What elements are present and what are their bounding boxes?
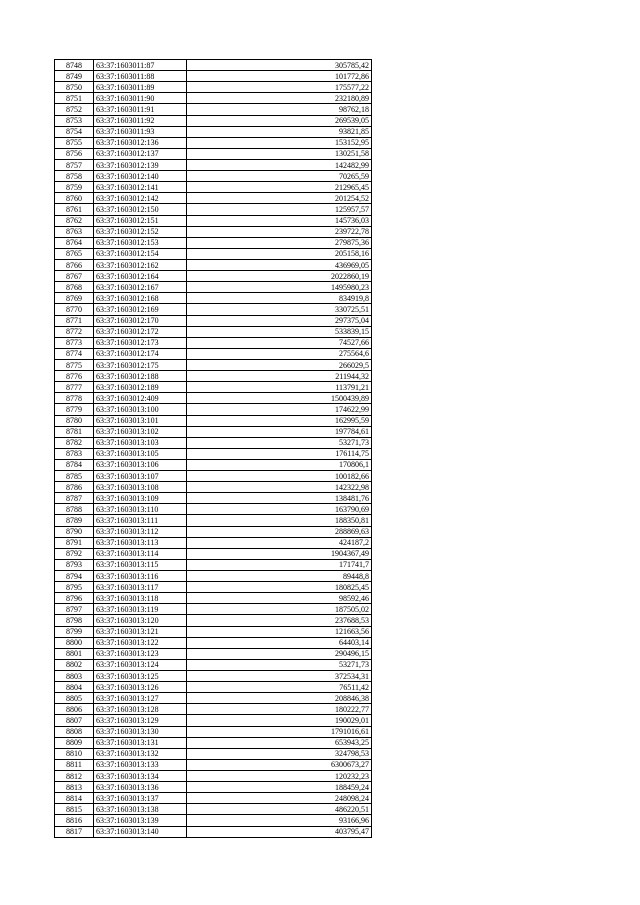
table-row [55, 648, 372, 659]
table-row [55, 393, 372, 404]
cadastral-value-cell: 153152,95 [187, 137, 372, 148]
cadastral-number-cell: 63:37:1603013:124 [94, 659, 187, 670]
cadastral-value-cell: 74527,66 [187, 337, 372, 348]
cadastral-value-cell: 1791016,61 [187, 726, 372, 737]
cadastral-number-cell: 63:37:1603013:103 [94, 437, 187, 448]
cadastral-number-cell: 63:37:1603012:153 [94, 237, 187, 248]
row-number-cell: 8794 [55, 571, 94, 582]
table-row [55, 326, 372, 337]
cadastral-number-cell: 63:37:1603012:141 [94, 182, 187, 193]
row-number-cell: 8800 [55, 637, 94, 648]
row-number-cell: 8784 [55, 459, 94, 470]
cadastral-value-cell: 101772,86 [187, 71, 372, 82]
cadastral-number-cell: 63:37:1603012:140 [94, 171, 187, 182]
row-number-cell: 8752 [55, 104, 94, 115]
table-row [55, 126, 372, 137]
table-row [55, 382, 372, 393]
cadastral-number-cell: 63:37:1603012:170 [94, 315, 187, 326]
table-row [55, 426, 372, 437]
table-body [55, 60, 372, 838]
table-row [55, 448, 372, 459]
cadastral-number-cell: 63:37:1603012:172 [94, 326, 187, 337]
table-row [55, 615, 372, 626]
cadastral-value-cell: 201254,52 [187, 193, 372, 204]
cadastral-number-cell: 63:37:1603012:164 [94, 271, 187, 282]
row-number-cell: 8750 [55, 82, 94, 93]
cadastral-number-cell: 63:37:1603012:175 [94, 359, 187, 370]
cadastral-value-cell: 93166,96 [187, 815, 372, 826]
row-number-cell: 8797 [55, 604, 94, 615]
cadastral-number-cell: 63:37:1603013:133 [94, 759, 187, 770]
row-number-cell: 8779 [55, 404, 94, 415]
table-row [55, 60, 372, 71]
cadastral-number-cell: 63:37:1603012:189 [94, 382, 187, 393]
table-row [55, 726, 372, 737]
cadastral-number-cell: 63:37:1603013:139 [94, 815, 187, 826]
cadastral-number-cell: 63:37:1603013:126 [94, 682, 187, 693]
row-number-cell: 8814 [55, 793, 94, 804]
table-row [55, 337, 372, 348]
row-number-cell: 8806 [55, 704, 94, 715]
cadastral-number-cell: 63:37:1603012:154 [94, 248, 187, 259]
row-number-cell: 8765 [55, 248, 94, 259]
row-number-cell: 8749 [55, 71, 94, 82]
row-number-cell: 8761 [55, 204, 94, 215]
cadastral-value-cell: 176114,75 [187, 448, 372, 459]
table-row [55, 582, 372, 593]
row-number-cell: 8811 [55, 759, 94, 770]
cadastral-value-cell: 279875,36 [187, 237, 372, 248]
row-number-cell: 8754 [55, 126, 94, 137]
cadastral-number-cell: 63:37:1603013:101 [94, 415, 187, 426]
table-row [55, 137, 372, 148]
table-row [55, 404, 372, 415]
table-row [55, 359, 372, 370]
cadastral-number-cell: 63:37:1603013:112 [94, 526, 187, 537]
table-row [55, 526, 372, 537]
cadastral-value-cell: 288869,63 [187, 526, 372, 537]
cadastral-number-cell: 63:37:1603013:110 [94, 504, 187, 515]
cadastral-value-cell: 138481,76 [187, 493, 372, 504]
row-number-cell: 8801 [55, 648, 94, 659]
cadastral-value-cell: 170806,1 [187, 459, 372, 470]
cadastral-number-cell: 63:37:1603012:409 [94, 393, 187, 404]
row-number-cell: 8796 [55, 593, 94, 604]
row-number-cell: 8767 [55, 271, 94, 282]
table-row [55, 93, 372, 104]
table-row [55, 715, 372, 726]
cadastral-number-cell: 63:37:1603012:150 [94, 204, 187, 215]
table-row [55, 193, 372, 204]
cadastral-number-cell: 63:37:1603012:152 [94, 226, 187, 237]
table-row [55, 693, 372, 704]
table-row [55, 759, 372, 770]
cadastral-number-cell: 63:37:1603013:102 [94, 426, 187, 437]
cadastral-number-cell: 63:37:1603012:174 [94, 348, 187, 359]
cadastral-value-cell: 6300673,27 [187, 759, 372, 770]
row-number-cell: 8775 [55, 359, 94, 370]
cadastral-number-cell: 63:37:1603013:131 [94, 737, 187, 748]
cadastral-value-cell: 188459,24 [187, 782, 372, 793]
row-number-cell: 8799 [55, 626, 94, 637]
row-number-cell: 8757 [55, 159, 94, 170]
cadastral-number-cell: 63:37:1603011:93 [94, 126, 187, 137]
cadastral-value-cell: 174622,99 [187, 404, 372, 415]
cadastral-number-cell: 63:37:1603013:116 [94, 571, 187, 582]
cadastral-value-cell: 208846,38 [187, 693, 372, 704]
cadastral-number-cell: 63:37:1603012:169 [94, 304, 187, 315]
row-number-cell: 8748 [55, 60, 94, 71]
table-row [55, 293, 372, 304]
row-number-cell: 8762 [55, 215, 94, 226]
row-number-cell: 8777 [55, 382, 94, 393]
cadastral-value-cell: 171741,7 [187, 559, 372, 570]
table-row [55, 493, 372, 504]
cadastral-value-cell: 436969,05 [187, 259, 372, 270]
cadastral-value-cell: 653943,25 [187, 737, 372, 748]
row-number-cell: 8766 [55, 259, 94, 270]
cadastral-number-cell: 63:37:1603011:91 [94, 104, 187, 115]
cadastral-number-cell: 63:37:1603013:123 [94, 648, 187, 659]
cadastral-number-cell: 63:37:1603013:129 [94, 715, 187, 726]
row-number-cell: 8763 [55, 226, 94, 237]
cadastral-value-cell: 1904367,49 [187, 548, 372, 559]
table-row [55, 437, 372, 448]
cadastral-number-cell: 63:37:1603013:107 [94, 471, 187, 482]
row-number-cell: 8759 [55, 182, 94, 193]
cadastral-value-cell: 211944,32 [187, 371, 372, 382]
cadastral-value-cell: 266029,5 [187, 359, 372, 370]
cadastral-number-cell: 63:37:1603013:119 [94, 604, 187, 615]
table-row [55, 171, 372, 182]
cadastral-number-cell: 63:37:1603011:89 [94, 82, 187, 93]
cadastral-number-cell: 63:37:1603013:121 [94, 626, 187, 637]
table-row [55, 248, 372, 259]
cadastral-value-cell: 76511,42 [187, 682, 372, 693]
cadastral-number-cell: 63:37:1603013:127 [94, 693, 187, 704]
row-number-cell: 8771 [55, 315, 94, 326]
table-row [55, 515, 372, 526]
table-row [55, 593, 372, 604]
cadastral-value-cell: 1500439,89 [187, 393, 372, 404]
table-row [55, 604, 372, 615]
row-number-cell: 8808 [55, 726, 94, 737]
row-number-cell: 8774 [55, 348, 94, 359]
cadastral-number-cell: 63:37:1603013:100 [94, 404, 187, 415]
row-number-cell: 8769 [55, 293, 94, 304]
row-number-cell: 8791 [55, 537, 94, 548]
cadastral-number-cell: 63:37:1603013:114 [94, 548, 187, 559]
cadastral-number-cell: 63:37:1603013:134 [94, 771, 187, 782]
row-number-cell: 8798 [55, 615, 94, 626]
table-row [55, 304, 372, 315]
table-row [55, 748, 372, 759]
cadastral-value-cell: 2022860,19 [187, 271, 372, 282]
cadastral-value-cell: 142482,99 [187, 159, 372, 170]
cadastral-value-cell: 125957,57 [187, 204, 372, 215]
table-row [55, 271, 372, 282]
table-row [55, 704, 372, 715]
row-number-cell: 8788 [55, 504, 94, 515]
cadastral-value-cell: 180222,77 [187, 704, 372, 715]
cadastral-number-cell: 63:37:1603013:137 [94, 793, 187, 804]
row-number-cell: 8772 [55, 326, 94, 337]
row-number-cell: 8790 [55, 526, 94, 537]
cadastral-number-cell: 63:37:1603013:130 [94, 726, 187, 737]
table-row [55, 71, 372, 82]
table-row [55, 115, 372, 126]
row-number-cell: 8786 [55, 482, 94, 493]
cadastral-value-cell: 142322,98 [187, 482, 372, 493]
cadastral-number-cell: 63:37:1603012:173 [94, 337, 187, 348]
table-row [55, 159, 372, 170]
table-row [55, 682, 372, 693]
cadastral-value-cell: 188350,81 [187, 515, 372, 526]
cadastral-number-cell: 63:37:1603013:113 [94, 537, 187, 548]
cadastral-value-cell: 190029,01 [187, 715, 372, 726]
cadastral-value-cell: 239722,78 [187, 226, 372, 237]
table-row [55, 637, 372, 648]
table-row [55, 259, 372, 270]
table-row [55, 82, 372, 93]
row-number-cell: 8755 [55, 137, 94, 148]
table-row [55, 815, 372, 826]
row-number-cell: 8812 [55, 771, 94, 782]
table-row [55, 793, 372, 804]
cadastral-value-cell: 89448,8 [187, 571, 372, 582]
table-row [55, 659, 372, 670]
table-row [55, 537, 372, 548]
cadastral-number-cell: 63:37:1603013:136 [94, 782, 187, 793]
table-row [55, 371, 372, 382]
row-number-cell: 8783 [55, 448, 94, 459]
cadastral-number-cell: 63:37:1603013:115 [94, 559, 187, 570]
row-number-cell: 8778 [55, 393, 94, 404]
cadastral-value-cell: 163790,69 [187, 504, 372, 515]
cadastral-number-cell: 63:37:1603013:117 [94, 582, 187, 593]
cadastral-value-cell: 121663,56 [187, 626, 372, 637]
cadastral-value-cell: 120232,23 [187, 771, 372, 782]
row-number-cell: 8760 [55, 193, 94, 204]
cadastral-value-cell: 98762,18 [187, 104, 372, 115]
cadastral-value-cell: 187505,02 [187, 604, 372, 615]
table-row [55, 671, 372, 682]
cadastral-value-cell: 100182,66 [187, 471, 372, 482]
row-number-cell: 8789 [55, 515, 94, 526]
cadastral-number-cell: 63:37:1603011:90 [94, 93, 187, 104]
row-number-cell: 8780 [55, 415, 94, 426]
cadastral-number-cell: 63:37:1603013:132 [94, 748, 187, 759]
cadastral-number-cell: 63:37:1603011:87 [94, 60, 187, 71]
row-number-cell: 8810 [55, 748, 94, 759]
cadastral-value-cell: 486220,51 [187, 804, 372, 815]
cadastral-value-cell: 297375,04 [187, 315, 372, 326]
row-number-cell: 8781 [55, 426, 94, 437]
table-row [55, 559, 372, 570]
row-number-cell: 8785 [55, 471, 94, 482]
row-number-cell: 8758 [55, 171, 94, 182]
cadastral-number-cell: 63:37:1603013:118 [94, 593, 187, 604]
cadastral-number-cell: 63:37:1603011:88 [94, 71, 187, 82]
row-number-cell: 8795 [55, 582, 94, 593]
cadastral-value-cell: 197784,61 [187, 426, 372, 437]
table-row [55, 804, 372, 815]
cadastral-number-cell: 63:37:1603011:92 [94, 115, 187, 126]
cadastral-number-cell: 63:37:1603012:168 [94, 293, 187, 304]
cadastral-value-cell: 205158,16 [187, 248, 372, 259]
cadastral-number-cell: 63:37:1603013:140 [94, 826, 187, 837]
row-number-cell: 8792 [55, 548, 94, 559]
row-number-cell: 8764 [55, 237, 94, 248]
cadastral-number-cell: 63:37:1603013:125 [94, 671, 187, 682]
cadastral-value-cell: 403795,47 [187, 826, 372, 837]
cadastral-value-cell: 424187,2 [187, 537, 372, 548]
cadastral-value-cell: 232180,89 [187, 93, 372, 104]
row-number-cell: 8787 [55, 493, 94, 504]
cadastral-number-cell: 63:37:1603012:139 [94, 159, 187, 170]
cadastral-value-cell: 237688,53 [187, 615, 372, 626]
cadastral-number-cell: 63:37:1603013:122 [94, 637, 187, 648]
row-number-cell: 8804 [55, 682, 94, 693]
cadastral-value-cell: 145736,03 [187, 215, 372, 226]
row-number-cell: 8803 [55, 671, 94, 682]
table-row [55, 104, 372, 115]
row-number-cell: 8802 [55, 659, 94, 670]
cadastral-value-cell: 324798,53 [187, 748, 372, 759]
cadastral-value-cell: 180825,45 [187, 582, 372, 593]
cadastral-value-cell: 113791,21 [187, 382, 372, 393]
row-number-cell: 8753 [55, 115, 94, 126]
row-number-cell: 8751 [55, 93, 94, 104]
row-number-cell: 8756 [55, 148, 94, 159]
table-row [55, 548, 372, 559]
row-number-cell: 8815 [55, 804, 94, 815]
cadastral-value-cell: 64403,14 [187, 637, 372, 648]
cadastral-number-cell: 63:37:1603013:105 [94, 448, 187, 459]
cadastral-number-cell: 63:37:1603012:162 [94, 259, 187, 270]
cadastral-number-cell: 63:37:1603012:137 [94, 148, 187, 159]
table-row [55, 571, 372, 582]
row-number-cell: 8770 [55, 304, 94, 315]
row-number-cell: 8817 [55, 826, 94, 837]
cadastral-number-cell: 63:37:1603013:138 [94, 804, 187, 815]
row-number-cell: 8816 [55, 815, 94, 826]
table-row [55, 782, 372, 793]
cadastral-number-cell: 63:37:1603013:108 [94, 482, 187, 493]
cadastral-value-cell: 70265,59 [187, 171, 372, 182]
cadastral-value-cell: 53271,73 [187, 437, 372, 448]
table-row [55, 482, 372, 493]
cadastral-number-cell: 63:37:1603013:120 [94, 615, 187, 626]
cadastral-number-cell: 63:37:1603012:142 [94, 193, 187, 204]
row-number-cell: 8768 [55, 282, 94, 293]
cadastral-value-cell: 330725,51 [187, 304, 372, 315]
cadastral-value-cell: 130251,58 [187, 148, 372, 159]
table-row [55, 626, 372, 637]
cadastral-value-cell: 834919,8 [187, 293, 372, 304]
row-number-cell: 8782 [55, 437, 94, 448]
table-row [55, 415, 372, 426]
table-row [55, 182, 372, 193]
table-row [55, 282, 372, 293]
cadastral-value-cell: 533839,15 [187, 326, 372, 337]
row-number-cell: 8773 [55, 337, 94, 348]
table-row [55, 771, 372, 782]
table-row [55, 148, 372, 159]
table-row [55, 504, 372, 515]
cadastral-value-cell: 275564,6 [187, 348, 372, 359]
row-number-cell: 8807 [55, 715, 94, 726]
cadastral-value-cell: 212965,45 [187, 182, 372, 193]
cadastral-value-cell: 98592,46 [187, 593, 372, 604]
cadastral-value-cell: 305785,42 [187, 60, 372, 71]
cadastral-number-cell: 63:37:1603012:167 [94, 282, 187, 293]
cadastral-number-cell: 63:37:1603012:151 [94, 215, 187, 226]
cadastral-number-cell: 63:37:1603012:136 [94, 137, 187, 148]
cadastral-value-cell: 372534,31 [187, 671, 372, 682]
table-row [55, 215, 372, 226]
cadastral-value-cell: 175577,22 [187, 82, 372, 93]
table-row [55, 237, 372, 248]
table-row [55, 204, 372, 215]
cadastral-number-cell: 63:37:1603013:111 [94, 515, 187, 526]
table-row [55, 459, 372, 470]
cadastral-number-cell: 63:37:1603013:128 [94, 704, 187, 715]
table-row [55, 826, 372, 837]
table-row [55, 315, 372, 326]
cadastral-value-cell: 248098,24 [187, 793, 372, 804]
cadastral-number-cell: 63:37:1603013:106 [94, 459, 187, 470]
cadastral-value-table [54, 59, 372, 838]
table-row [55, 737, 372, 748]
cadastral-value-cell: 162995,59 [187, 415, 372, 426]
row-number-cell: 8793 [55, 559, 94, 570]
cadastral-number-cell: 63:37:1603012:188 [94, 371, 187, 382]
cadastral-number-cell: 63:37:1603013:109 [94, 493, 187, 504]
row-number-cell: 8776 [55, 371, 94, 382]
row-number-cell: 8805 [55, 693, 94, 704]
cadastral-value-cell: 53271,73 [187, 659, 372, 670]
table-row [55, 226, 372, 237]
row-number-cell: 8813 [55, 782, 94, 793]
table-row [55, 471, 372, 482]
cadastral-value-cell: 1495980,23 [187, 282, 372, 293]
cadastral-value-cell: 93821,85 [187, 126, 372, 137]
cadastral-value-cell: 269539,05 [187, 115, 372, 126]
table-row [55, 348, 372, 359]
cadastral-value-cell: 290496,15 [187, 648, 372, 659]
row-number-cell: 8809 [55, 737, 94, 748]
